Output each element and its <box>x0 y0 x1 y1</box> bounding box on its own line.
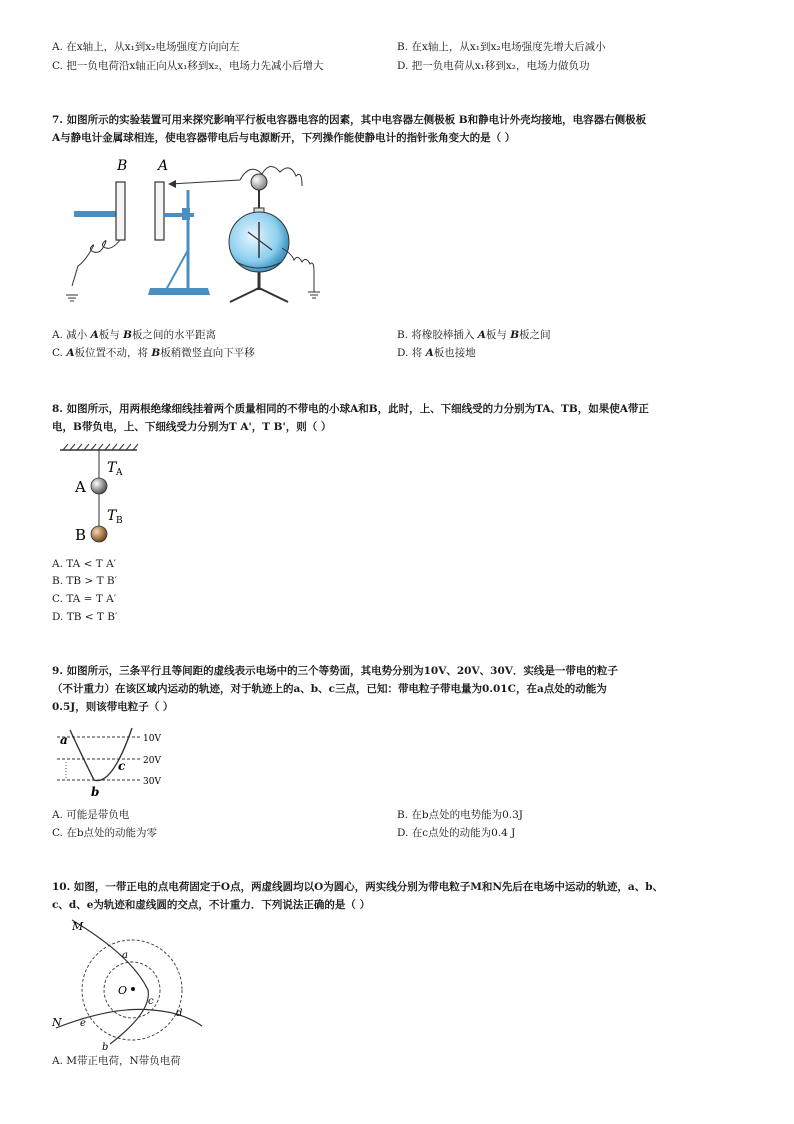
q10-stem-line1: 10. 如图，一带正电的点电荷固定于O点，两虚线圆均以O为圆心，两实线分别为带电粒子M和N先后在电场中运动的轨迹，a、b、 <box>52 881 664 893</box>
q8-option-a: A. TA < T A′ <box>52 558 117 570</box>
q6-option-a: A. 在x轴上，从x₁到x₂电场强度方向向左 <box>52 41 240 53</box>
q7-option-c: C. A板位置不动，将 B板稍微竖直向下平移 <box>52 347 255 359</box>
svg-text:T: T <box>107 508 117 524</box>
svg-text:a: a <box>122 950 128 961</box>
q7-option-b: B. 将橡胶棒插入 A板与 B板之间 <box>397 329 551 341</box>
q7-stem-line2: A与静电计金属球相连，使电容器带电后与电源断开，下列操作能使静电计的指针张角变大的是（ ） <box>52 132 516 144</box>
svg-text:B: B <box>75 526 87 544</box>
q8-stem-line2: 电，B带负电，上、下细线受力分别为T A'，T B'，则（ ） <box>52 421 332 433</box>
q9-option-a: A. 可能是带负电 <box>52 809 130 821</box>
svg-text:30V: 30V <box>143 777 161 787</box>
q9-stem-line3: 0.5J，则该带电粒子（ ） <box>52 701 174 713</box>
svg-text:A: A <box>75 478 86 496</box>
svg-text:b: b <box>91 785 100 799</box>
svg-text:B: B <box>116 516 123 526</box>
q8-stem-line1: 8. 如图所示，用两根绝缘细线挂着两个质量相同的不带电的小球A和B，此时，上、下细线受的力分别为TA、TB，如果使A带正 <box>52 403 649 415</box>
svg-text:b: b <box>102 1042 109 1053</box>
q9-stem-line2: （不计重力）在该区域内运动的轨迹，对于轨迹上的a、b、c三点，已知：带电粒子带电量为0.01C，在a点处的动能为 <box>52 683 607 695</box>
q10-stem-line2: c、d、e为轨迹和虚线圆的交点，不计重力．下列说法正确的是（ ） <box>52 899 371 911</box>
q9-stem-line1: 9. 如图所示，三条平行且等间距的虚线表示电场中的三个等势面，其电势分别为10V、20V、30V．实线是一带电的粒子 <box>52 665 618 677</box>
svg-text:c: c <box>148 996 154 1007</box>
svg-text:d: d <box>176 1008 183 1019</box>
svg-text:A: A <box>116 468 123 478</box>
q6-option-c: C. 把一负电荷沿x轴正向从x₁移到x₂，电场力先减小后增大 <box>52 60 324 72</box>
svg-text:c: c <box>118 759 126 773</box>
q9-option-d: D. 在c点处的动能为0.4 J <box>397 827 516 839</box>
q8-option-c: C. TA = T A′ <box>52 593 117 605</box>
q8-hanging-balls-figure <box>55 442 165 548</box>
q9-equipotential-figure <box>52 726 172 802</box>
q7-stem-line1: 7. 如图所示的实验装置可用来探究影响平行板电容器电容的因素，其中电容器左侧极板 B和静电计外壳均接地，电容器右侧极板 <box>52 114 647 126</box>
q9-option-c: C. 在b点处的动能为零 <box>52 827 158 839</box>
plate-a-label: A <box>158 158 169 174</box>
svg-text:M: M <box>72 920 84 933</box>
svg-text:a: a <box>60 733 68 747</box>
q10-orbit-figure <box>52 916 212 1052</box>
svg-text:T: T <box>107 460 117 476</box>
svg-text:O: O <box>118 984 128 997</box>
q10-option-a: A. M带正电荷，N带负电荷 <box>52 1055 181 1067</box>
svg-text:10V: 10V <box>143 734 161 744</box>
q6-option-d: D. 把一负电荷从x₁移到x₂，电场力做负功 <box>397 60 590 72</box>
q8-option-b: B. TB > T B′ <box>52 575 118 587</box>
q6-option-b: B. 在x轴上，从x₁到x₂电场强度先增大后减小 <box>397 41 606 53</box>
svg-text:20V: 20V <box>143 756 161 766</box>
svg-text:N: N <box>52 1016 62 1029</box>
q9-option-b: B. 在b点处的电势能为0.3J <box>397 809 524 821</box>
q8-option-d: D. TB < T B′ <box>52 611 118 623</box>
q7-option-d: D. 将 A板也接地 <box>397 347 476 359</box>
svg-text:e: e <box>80 1018 86 1029</box>
plate-b-label: B <box>117 158 128 174</box>
q7-capacitor-figure <box>60 150 330 310</box>
q7-option-a: A. 减小 A板与 B板之间的水平距离 <box>52 329 216 341</box>
